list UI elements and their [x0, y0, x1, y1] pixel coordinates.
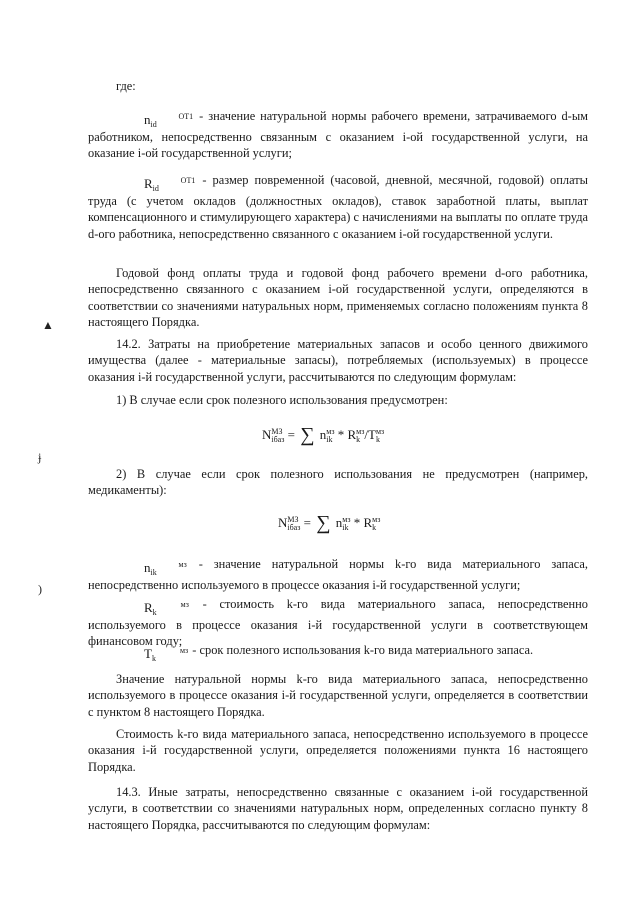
definition-r-mz: R мз k - стоимость k-го вида материального запаса, непосредственно используемого в процессе оказания i-й государственной услуги в соответствующем финансовом году;: [88, 597, 588, 649]
symbol-n-mz: n мз ik: [144, 560, 187, 577]
sum-sign: ∑: [316, 512, 331, 534]
cost-paragraph: Стоимость k-го вида материального запаса, непосредственно используемого в процессе оказания i-й государственной услуги, определяется положениями пункта 16 настоящего Порядка.: [88, 727, 588, 774]
annual-fund-paragraph: Годовой фонд оплаты труда и годовой фонд рабочего времени d-ого работника, непосредственно связанного с оказанием i-ой государственной услуги, определяются в соответствии со значениями натуральных норм, применяемых согласно положениям пункта 8 настоящего Порядка.: [88, 266, 588, 330]
definition-t-mz: T мз k - срок полезного использования k-го вида материального запаса.: [88, 642, 588, 663]
symbol-n-ot: n ОТ1 id: [144, 112, 194, 129]
sum-sign: ∑: [300, 424, 315, 446]
scan-mark: ɉ: [38, 450, 42, 464]
scan-mark: ): [38, 582, 42, 596]
definition-n-ot: n ОТ1 id - значение натуральной нормы рабочего времени, затрачиваемого d-ым работником, непосредственно связанным с оказанием i-ой государственной услуги, на оказание i-ой государственной услуги;: [88, 109, 588, 161]
symbol-r-mz: R мз k: [144, 600, 189, 617]
definition-n-mz: n мз ik - значение натуральной нормы k-го вида материального запаса, непосредственно используемого в процессе оказания i-й государственной услуги;: [88, 557, 588, 592]
scan-mark: ▲: [42, 318, 54, 332]
symbol-r-ot: R ОТ1 id: [144, 176, 196, 193]
definition-r-ot: R ОТ1 id - размер повременной (часовой, дневной, месячной, годовой) оплаты труда (с учетом окладов (должностных окладов), ставок заработной платы, выплат компенсационного и стимулирующего характера) с начислениями на выплаты по оплате труда d-ого работника, непосредственно связанного с оказанием i-ой государственной услуги.: [88, 173, 588, 241]
formula-with-useful-life: NМЗ iбаз = ∑ nмз ik * Rмз k /Tмз k: [262, 424, 385, 446]
paragraph-14-2: 14.2. Затраты на приобретение материальных запасов и особо ценного движимого имущества (далее - материальные запасы), потребляемых (используемых) в процессе оказания i-й государственной услуги, рассчитываются по следующим формулам:: [88, 337, 588, 384]
symbol-t-mz: T мз k: [144, 646, 189, 663]
case-2-label: 2) В случае если срок полезного использования не предусмотрен (например, медикаменты):: [88, 467, 588, 498]
paragraph-14-3: 14.3. Иные затраты, непосредственно связанные с оказанием i-ой государственной услуги, в соответствии со значениями натуральных норм, определенных согласно пункту 8 настоящего Порядка, рассчитываются по следующим формулам:: [88, 785, 588, 832]
natural-norm-paragraph: Значение натуральной нормы k-го вида материального запаса, непосредственно используемого в процессе оказания i-й государственной услуги, определяется в соответствии с пунктом 8 настоящего Порядка.: [88, 672, 588, 719]
formula-without-useful-life: NМЗ iбаз = ∑ nмз ik * Rмз k: [278, 512, 381, 534]
case-1-label: 1) В случае если срок полезного использования предусмотрен:: [116, 393, 448, 407]
where-label: где:: [116, 79, 136, 93]
